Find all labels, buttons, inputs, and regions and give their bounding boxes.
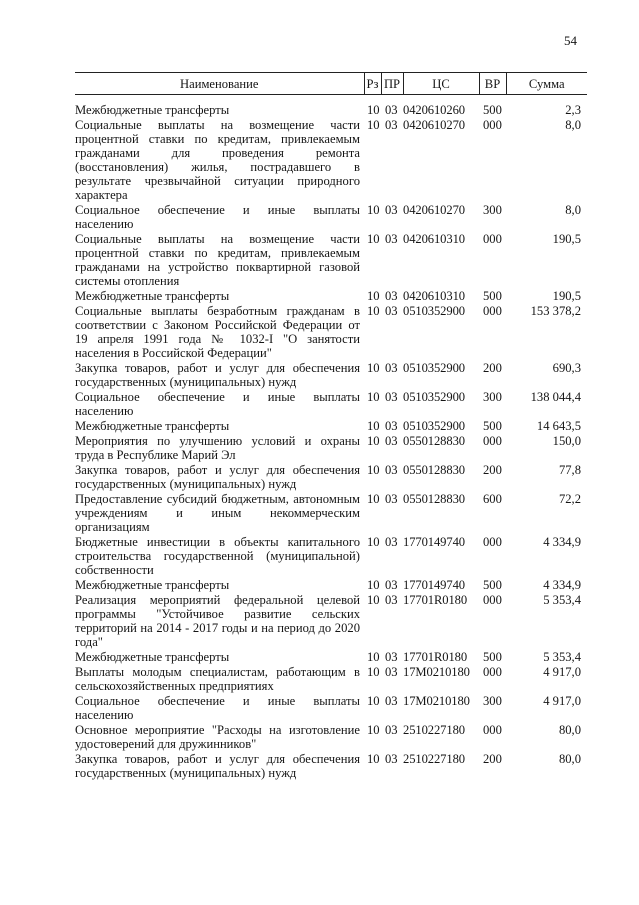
cell-rz: 10 (367, 232, 380, 246)
cell-vr: 000 (483, 434, 502, 448)
cell-cs: 0420610270 (403, 118, 465, 132)
cell-vr: 500 (483, 103, 502, 117)
cell-name: Межбюджетные трансферты (75, 578, 230, 592)
table-row (75, 535, 587, 578)
cell-cs: 17701R0180 (403, 593, 468, 607)
cell-cs: 0420610310 (403, 289, 465, 303)
cell-cs: 17701R0180 (403, 650, 468, 664)
cell-sum: 2,3 (565, 103, 581, 117)
cell-pr: 03 (385, 390, 398, 404)
cell-sum: 4 334,9 (543, 535, 581, 549)
cell-cs: 17М0210180 (403, 694, 470, 708)
table-row (75, 752, 587, 781)
cell-cs: 1770149740 (403, 535, 465, 549)
cell-sum: 190,5 (552, 289, 581, 303)
cell-name: Межбюджетные трансферты (75, 289, 230, 303)
cell-cs: 0420610270 (403, 203, 465, 217)
header-cs: ЦС (403, 73, 479, 95)
cell-cs: 0420610310 (403, 232, 465, 246)
cell-name: Закупка товаров, работ и услуг для обеспечения государственных (муниципальных) нужд (75, 752, 360, 780)
cell-vr: 000 (483, 535, 502, 549)
cell-sum: 190,5 (552, 232, 581, 246)
cell-sum: 72,2 (558, 492, 581, 506)
cell-pr: 03 (385, 752, 398, 766)
cell-pr: 03 (385, 650, 398, 664)
cell-vr: 300 (483, 694, 502, 708)
cell-pr: 03 (385, 203, 398, 217)
cell-name: Реализация мероприятий федеральной целевой программы "Устойчивое развитие сельских территорий на 2014 - 2017 годы и на период до 2020 года" (75, 593, 360, 649)
header-rz: Рз (364, 73, 381, 95)
cell-pr: 03 (385, 361, 398, 375)
header-name: Наименование (75, 73, 364, 95)
cell-name: Социальные выплаты на возмещение части процентной ставки по кредитам, привлекаемым гражданами на устройство поквартирной газовой системы отопления (75, 232, 360, 288)
cell-pr: 03 (385, 593, 398, 607)
cell-sum: 150,0 (552, 434, 581, 448)
cell-rz: 10 (367, 361, 380, 375)
cell-name: Социальное обеспечение и иные выплаты населению (75, 694, 360, 722)
cell-name: Закупка товаров, работ и услуг для обеспечения государственных (муниципальных) нужд (75, 463, 360, 491)
cell-rz: 10 (367, 752, 380, 766)
cell-name: Социальное обеспечение и иные выплаты населению (75, 203, 360, 231)
cell-name: Межбюджетные трансферты (75, 103, 230, 117)
cell-sum: 4 917,0 (543, 665, 581, 679)
cell-vr: 000 (483, 118, 502, 132)
cell-vr: 500 (483, 650, 502, 664)
cell-vr: 500 (483, 578, 502, 592)
cell-rz: 10 (367, 463, 380, 477)
cell-sum: 4 917,0 (543, 694, 581, 708)
cell-vr: 000 (483, 723, 502, 737)
cell-cs: 0510352900 (403, 361, 465, 375)
table-row (75, 304, 587, 361)
cell-rz: 10 (367, 694, 380, 708)
table-row (75, 650, 587, 665)
table-row (75, 434, 587, 463)
cell-pr: 03 (385, 232, 398, 246)
cell-cs: 0550128830 (403, 463, 465, 477)
cell-name: Основное мероприятие "Расходы на изготовление удостоверений для дружинников" (75, 723, 360, 751)
header-sum: Сумма (506, 73, 587, 95)
cell-name: Предоставление субсидий бюджетным, автономным учреждениям и иным некоммерческим организациям (75, 492, 360, 534)
cell-pr: 03 (385, 665, 398, 679)
cell-sum: 80,0 (558, 752, 581, 766)
cell-pr: 03 (385, 304, 398, 318)
cell-vr: 300 (483, 390, 502, 404)
cell-rz: 10 (367, 535, 380, 549)
cell-rz: 10 (367, 390, 380, 404)
table-row (75, 232, 587, 289)
cell-cs: 2510227180 (403, 723, 465, 737)
cell-rz: 10 (367, 103, 380, 117)
cell-rz: 10 (367, 118, 380, 132)
cell-vr: 500 (483, 289, 502, 303)
table-row (75, 665, 587, 694)
header-vr: ВР (479, 73, 506, 95)
header-pr: ПР (381, 73, 403, 95)
cell-sum: 5 353,4 (543, 593, 581, 607)
cell-rz: 10 (367, 304, 380, 318)
cell-rz: 10 (367, 593, 380, 607)
cell-cs: 0510352900 (403, 304, 465, 318)
cell-cs: 2510227180 (403, 752, 465, 766)
cell-vr: 000 (483, 232, 502, 246)
cell-sum: 4 334,9 (543, 578, 581, 592)
cell-name: Социальное обеспечение и иные выплаты населению (75, 390, 360, 418)
cell-pr: 03 (385, 289, 398, 303)
table-row (75, 419, 587, 434)
cell-vr: 200 (483, 463, 502, 477)
cell-rz: 10 (367, 578, 380, 592)
table-row (75, 578, 587, 593)
cell-sum: 77,8 (558, 463, 581, 477)
cell-rz: 10 (367, 492, 380, 506)
cell-pr: 03 (385, 463, 398, 477)
cell-pr: 03 (385, 103, 398, 117)
cell-name: Закупка товаров, работ и услуг для обеспечения государственных (муниципальных) нужд (75, 361, 360, 389)
cell-name: Межбюджетные трансферты (75, 419, 230, 433)
table-row (75, 203, 587, 232)
cell-sum: 690,3 (552, 361, 581, 375)
cell-cs: 0550128830 (403, 492, 465, 506)
cell-vr: 600 (483, 492, 502, 506)
cell-sum: 80,0 (558, 723, 581, 737)
cell-sum: 14 643,5 (536, 419, 581, 433)
cell-name: Социальные выплаты на возмещение части процентной ставки по кредитам, привлекаемым гражданами для проведения ремонта (восстановления) жилья, пострадавшего в результате чрезвычайной ситуации природного характера (75, 118, 360, 202)
table-row (75, 289, 587, 304)
cell-vr: 000 (483, 665, 502, 679)
cell-pr: 03 (385, 419, 398, 433)
cell-pr: 03 (385, 434, 398, 448)
budget-table (75, 72, 587, 781)
cell-pr: 03 (385, 723, 398, 737)
cell-rz: 10 (367, 289, 380, 303)
cell-rz: 10 (367, 434, 380, 448)
cell-name: Межбюджетные трансферты (75, 650, 230, 664)
table-body (75, 95, 587, 782)
cell-pr: 03 (385, 492, 398, 506)
table-row (75, 463, 587, 492)
cell-cs: 1770149740 (403, 578, 465, 592)
cell-rz: 10 (367, 723, 380, 737)
cell-cs: 0550128830 (403, 434, 465, 448)
cell-name: Мероприятия по улучшению условий и охраны труда в Республике Марий Эл (75, 434, 360, 462)
cell-cs: 0510352900 (403, 419, 465, 433)
cell-name: Бюджетные инвестиции в объекты капитального строительства государственной (муниципальной) собственности (75, 535, 360, 577)
cell-pr: 03 (385, 578, 398, 592)
table-row (75, 723, 587, 752)
cell-sum: 8,0 (565, 118, 581, 132)
table-row (75, 361, 587, 390)
cell-pr: 03 (385, 694, 398, 708)
cell-vr: 000 (483, 593, 502, 607)
cell-vr: 200 (483, 361, 502, 375)
cell-rz: 10 (367, 650, 380, 664)
cell-vr: 300 (483, 203, 502, 217)
cell-vr: 500 (483, 419, 502, 433)
page-number: 54 (564, 33, 577, 48)
table-row (75, 694, 587, 723)
cell-cs: 0420610260 (403, 103, 465, 117)
cell-name: Выплаты молодым специалистам, работающим в сельскохозяйственных предприятиях (75, 665, 360, 693)
cell-sum: 5 353,4 (543, 650, 581, 664)
cell-sum: 8,0 (565, 203, 581, 217)
cell-pr: 03 (385, 118, 398, 132)
table-row (75, 118, 587, 203)
table-row (75, 492, 587, 535)
cell-name: Социальные выплаты безработным гражданам в соответствии с Законом Российской Федерации от 19 апреля 1991 года № 1032-I "О занятости населения в Российской Федерации" (75, 304, 360, 360)
cell-cs: 17М0210180 (403, 665, 470, 679)
cell-sum: 138 044,4 (530, 390, 581, 404)
table-row (75, 593, 587, 650)
cell-pr: 03 (385, 535, 398, 549)
cell-vr: 200 (483, 752, 502, 766)
cell-rz: 10 (367, 665, 380, 679)
cell-cs: 0510352900 (403, 390, 465, 404)
cell-sum: 153 378,2 (530, 304, 581, 318)
cell-rz: 10 (367, 419, 380, 433)
cell-vr: 000 (483, 304, 502, 318)
table-row (75, 95, 587, 119)
cell-rz: 10 (367, 203, 380, 217)
table-header-row (75, 73, 587, 95)
table-row (75, 390, 587, 419)
